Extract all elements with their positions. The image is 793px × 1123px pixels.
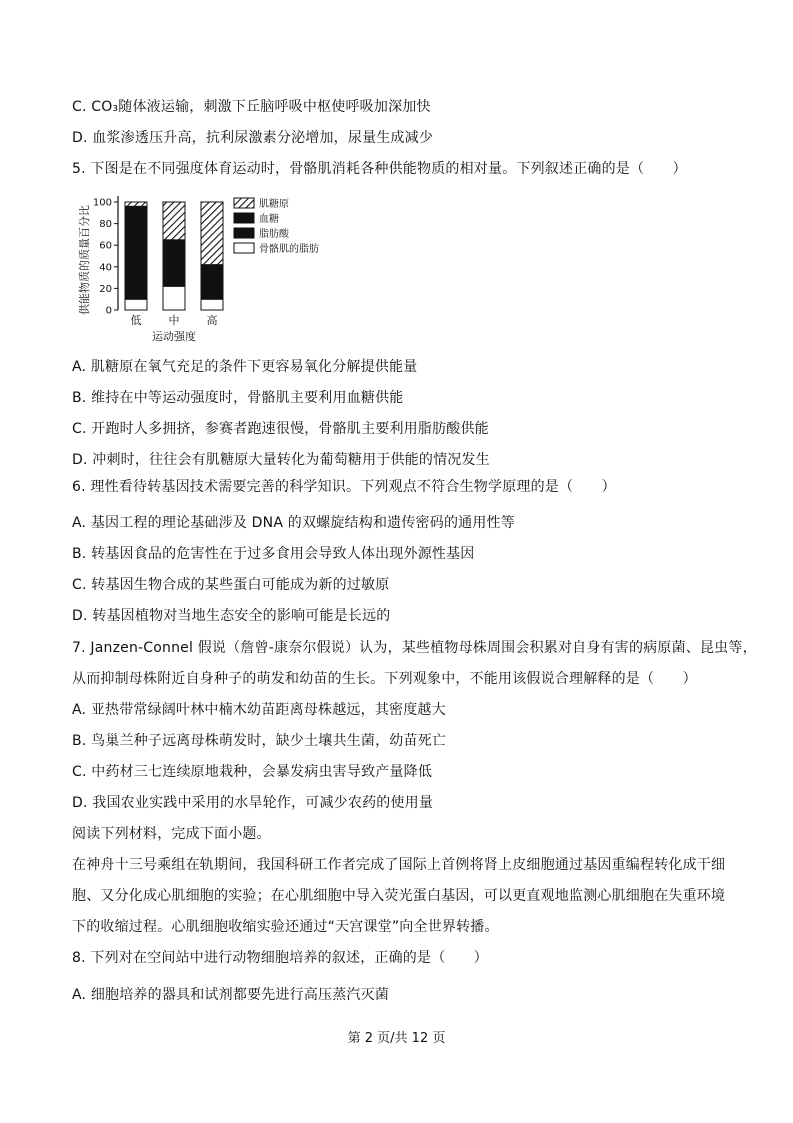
y-tick-label: 80 [99,219,112,231]
option-c: C. 转基因生物合成的某些蛋白可能成为新的过敏原 [72,577,390,593]
bar-segment [125,202,147,206]
legend-label: 骨骼肌的脂肪 [259,244,319,255]
reading-instruction: 阅读下列材料，完成下面小题。 [72,826,271,842]
x-tick-label: 高 [206,314,218,327]
bar-segment [201,265,223,300]
option-b: B. 鸟巢兰种子远离母株萌发时，缺少土壤共生菌，幼苗死亡 [72,733,447,749]
question-6-stem: 6. 理性看待转基因技术需要完善的科学知识。下列观点不符合生物学原理的是（ ） [72,479,616,495]
question-8-stem: 8. 下列对在空间站中进行动物细胞培养的叙述，正确的是（ ） [72,950,489,966]
legend-swatch [234,213,254,223]
option-b: B. 维持在中等运动强度时，骨骼肌主要利用血糖供能 [72,390,404,406]
option-a: A. 基因工程的理论基础涉及 DNA 的双螺旋结构和遗传密码的通用性等 [72,515,515,531]
option-c: C. 开跑时人多拥挤，参赛者跑速很慢，骨骼肌主要利用脂肪酸供能 [72,421,489,437]
y-tick-label: 0 [105,305,112,317]
y-tick-label: 100 [92,197,112,209]
option-a: A. 细胞培养的器具和试剂都要先进行高压蒸汽灭菌 [72,987,390,1003]
question-7-stem: 7. Janzen-Connel 假说（詹曾-康奈尔假说）认为，某些植物母株周围会积累对自身有害的病原菌、昆虫等， [72,640,757,656]
bar-segment [163,240,185,286]
legend-swatch [234,243,254,253]
option-b: B. 转基因食品的危害性在于过多食用会导致人体出现外源性基因 [72,546,475,562]
material-text: 下的收缩过程。心肌细胞收缩实验还通过“天宫课堂”向全世界转播。 [72,919,499,935]
option-a: A. 亚热带常绿阔叶林中楠木幼苗距离母株越远，其密度越大 [72,702,446,718]
bar-segment [125,206,147,299]
bar-segment [201,202,223,265]
y-tick-label: 60 [99,240,112,252]
y-tick-label: 20 [99,283,112,295]
bar-segment [163,286,185,310]
energy-source-stacked-bar-chart [72,190,362,350]
y-axis-label: 供能物质的质量百分比 [78,205,91,315]
question-5-stem: 5. 下图是在不同强度体育运动时，骨骼肌消耗各种供能物质的相对量。下列叙述正确的是（ ） [72,161,687,177]
option-c: C. 中药材三七连续原地栽种，会暴发病虫害导致产量降低 [72,764,433,780]
bar-segment [163,202,185,240]
text-line: D. 血浆渗透压升高，抗利尿激素分泌增加，尿量生成减少 [72,130,434,146]
material-text: 在神舟十三号乘组在轨期间，我国科研工作者完成了国际上首例将肾上皮细胞通过基因重编程转化成干细 [72,857,726,873]
x-tick-label: 中 [168,314,180,327]
legend-swatch [234,228,254,238]
text-line: C. CO₃随体液运输，刺激下丘脑呼吸中枢使呼吸加深加快 [72,99,431,115]
y-tick-label: 40 [99,262,112,274]
legend-label: 血糖 [259,214,279,225]
option-d: D. 转基因植物对当地生态安全的影响可能是长远的 [72,608,391,624]
legend-label: 脂肪酸 [259,229,289,240]
x-tick-label: 低 [130,314,142,327]
material-text: 胞、又分化成心肌细胞的实验；在心肌细胞中导入荧光蛋白基因，可以更直观地监测心肌细胞在失重环境 [72,888,726,904]
legend-swatch [234,198,254,208]
option-d: D. 我国农业实践中采用的水旱轮作，可减少农药的使用量 [72,795,434,811]
option-a: A. 肌糖原在氧气充足的条件下更容易氧化分解提供能量 [72,359,418,375]
page-footer: 第 2 页/共 12 页 [347,1031,446,1046]
bar-segment [125,299,147,310]
legend-label: 肌糖原 [259,199,289,210]
x-axis-label: 运动强度 [152,330,196,343]
bar-segment [201,299,223,310]
option-d: D. 冲刺时，往往会有肌糖原大量转化为葡萄糖用于供能的情况发生 [72,452,490,468]
question-7-stem-cont: 从而抑制母株附近自身种子的萌发和幼苗的生长。下列观象中，不能用该假说合理解释的是（ ） [72,671,697,687]
